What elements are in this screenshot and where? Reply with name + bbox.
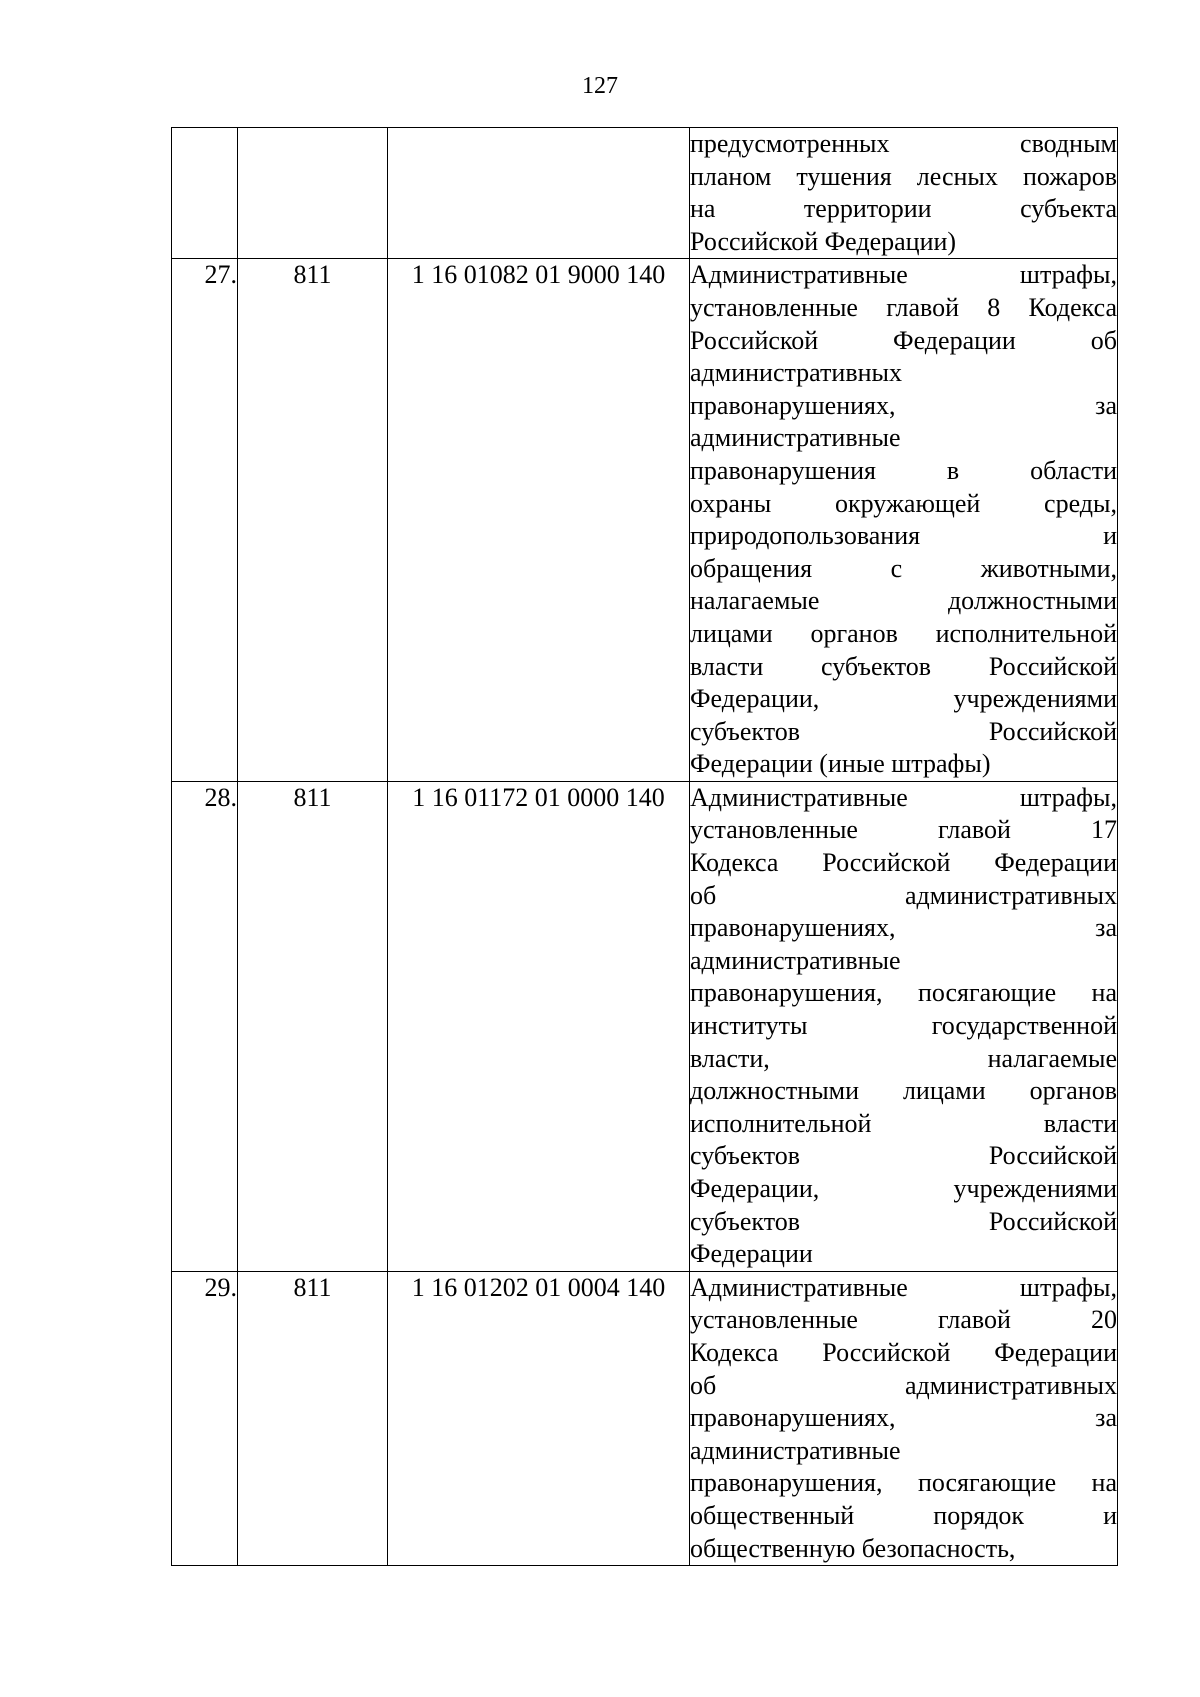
description-line: правонарушения, посягающие на [690, 978, 1117, 1008]
description-line: охраны окружающей среды, [690, 488, 1117, 518]
description-line: субъектов Российской [690, 1141, 1117, 1171]
description-line: институты государственной [690, 1011, 1117, 1041]
row-number-cell [172, 128, 238, 259]
description-line: административные [690, 423, 901, 453]
table-row [172, 128, 1118, 259]
page-number: 127 [582, 73, 618, 99]
description-line: должностными лицами органов [690, 1076, 1117, 1106]
description-line: административные [690, 1435, 901, 1465]
description-line: общественную безопасность, [690, 1533, 1016, 1563]
description-line: субъектов Российской [690, 1206, 1117, 1236]
description-line: субъектов Российской [690, 716, 1117, 746]
description-line: лицами органов исполнительной [690, 618, 1117, 648]
description-line: установленные главой 20 [690, 1305, 1117, 1335]
description-line: власти субъектов Российской [690, 651, 1117, 681]
description-line: административные [690, 945, 901, 975]
administrator-code-cell: 811 [238, 1271, 388, 1565]
budget-classification-code-cell: 1 16 01202 01 0004 140 [388, 1271, 690, 1565]
description-line: Федерации, учреждениями [690, 684, 1117, 714]
description-line: установленные главой 17 [690, 815, 1117, 845]
row-number-cell: 29. [172, 1271, 238, 1565]
description-line: исполнительной власти [690, 1108, 1117, 1138]
row-number-cell: 27. [172, 259, 238, 782]
description-line: правонарушениях, за [690, 913, 1117, 943]
description-line: установленные главой 8 Кодекса [690, 292, 1117, 322]
description-line: об административных [690, 1370, 1117, 1400]
description-line: Федерации [690, 1239, 813, 1269]
income-description-cell [690, 781, 1118, 1271]
description-line: правонарушения, посягающие на [690, 1468, 1117, 1498]
budget-classification-code-cell: 1 16 01172 01 0000 140 [388, 781, 690, 1271]
description-line: Российской Федерации) [690, 226, 957, 256]
budget-classification-code-cell: 1 16 01082 01 9000 140 [388, 259, 690, 782]
administrator-code-cell [238, 128, 388, 259]
administrator-code-cell: 811 [238, 259, 388, 782]
description-line: Кодекса Российской Федерации [690, 1337, 1117, 1367]
income-description-cell [690, 128, 1118, 259]
description-line: Федерации, учреждениями [690, 1174, 1117, 1203]
budget-codes-table [171, 127, 1118, 1566]
description-line: Федерации (иные штрафы) [690, 749, 991, 779]
budget-classification-code-cell [388, 128, 690, 259]
description-line: Кодекса Российской Федерации [690, 848, 1117, 878]
description-line: Административные штрафы, [690, 1272, 1117, 1302]
description-line: правонарушениях, за [690, 1403, 1117, 1433]
administrator-code-cell: 811 [238, 781, 388, 1271]
description-line: общественный порядок и [690, 1500, 1117, 1530]
income-description-cell [690, 259, 1118, 782]
description-line: на территории субъекта [690, 194, 1117, 224]
description-line: предусмотренных сводным [690, 129, 1117, 158]
description-line: власти, налагаемые [690, 1043, 1117, 1073]
description-line: об административных [690, 880, 1117, 910]
description-line: правонарушениях, за [690, 390, 1117, 420]
row-number-cell: 28. [172, 781, 238, 1271]
description-line: обращения с животными, [690, 553, 1117, 583]
table-row [172, 1271, 1118, 1565]
description-line: Административные штрафы, [690, 782, 1117, 812]
description-line: налагаемые должностными [690, 586, 1117, 616]
description-line: Административные штрафы, [690, 260, 1117, 290]
table-row [172, 259, 1118, 782]
description-line: административных [690, 358, 902, 388]
description-line: природопользования и [690, 521, 1117, 551]
income-description-cell [690, 1271, 1118, 1565]
description-line: Российской Федерации об [690, 325, 1117, 355]
table-row [172, 781, 1118, 1271]
description-line: правонарушения в области [690, 455, 1117, 485]
description-line: планом тушения лесных пожаров [690, 161, 1117, 191]
